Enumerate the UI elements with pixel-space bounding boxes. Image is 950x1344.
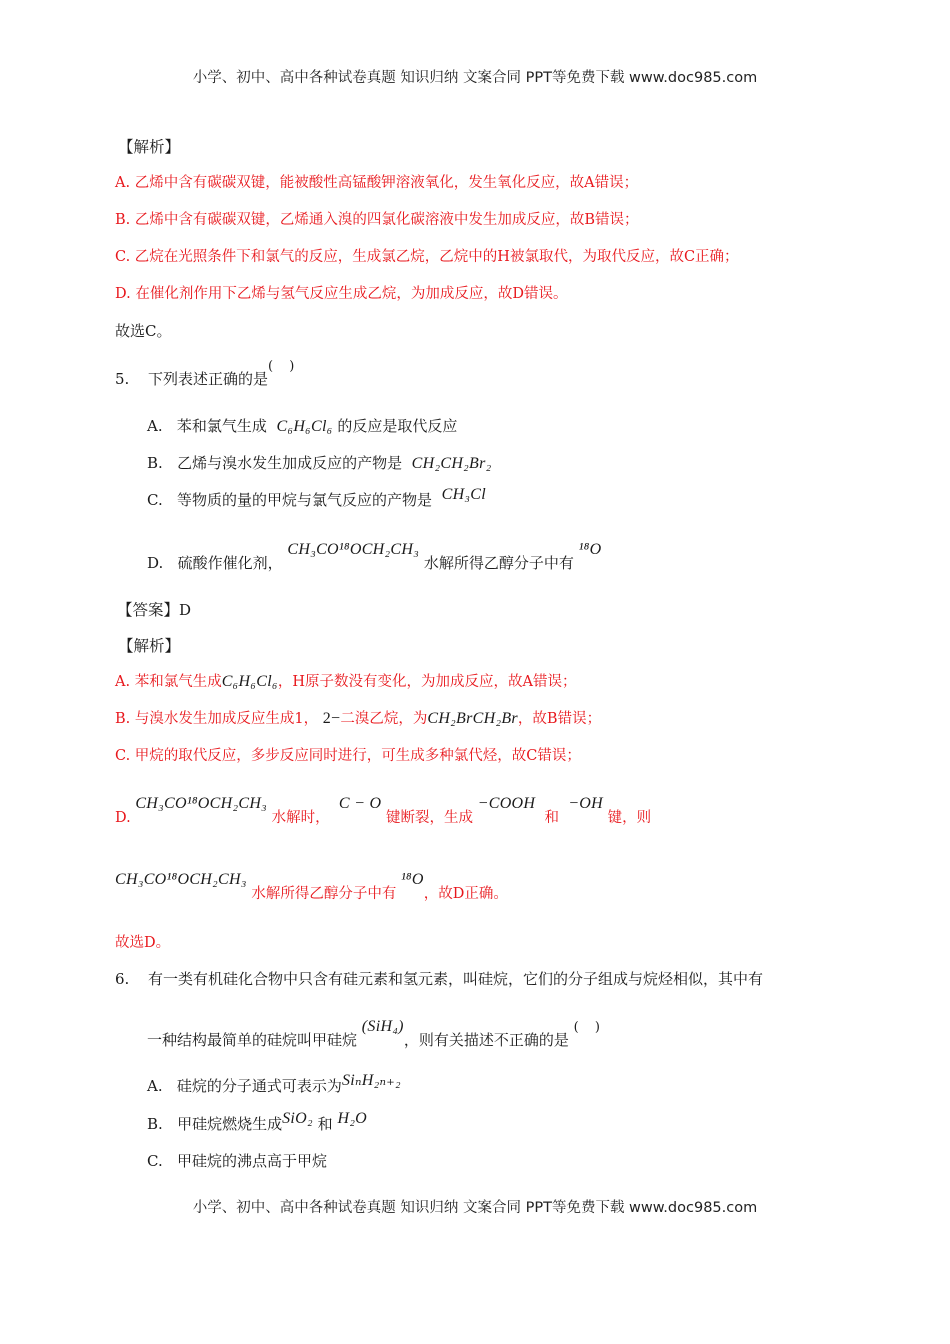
q5-analysis-e-post: ，故D正确。 bbox=[423, 886, 508, 902]
q5-option-c bbox=[147, 486, 486, 511]
q5-option-b-label: B. bbox=[147, 454, 163, 472]
q5-answer-label: 【答案】 bbox=[117, 601, 180, 619]
q5-answer bbox=[117, 600, 191, 620]
q6-option-b bbox=[147, 1110, 368, 1135]
q6-option-c bbox=[147, 1151, 327, 1171]
q6-stem2-formula: (SiH₄) bbox=[361, 1018, 404, 1035]
q5-analysis-d-t3: 和 bbox=[544, 810, 559, 826]
q5-analysis-b-post: ，故B错误； bbox=[517, 711, 602, 727]
q5-option-a-formula: C₆H₆Cl₆ bbox=[276, 418, 333, 435]
q5-option-b-pre: 乙烯与溴水发生加成反应的产物是 bbox=[177, 454, 403, 472]
q4-analysis-label: 【解析】 bbox=[118, 138, 181, 156]
q6-option-a bbox=[147, 1072, 401, 1097]
q6-stem2-post: ，则有关描述不正确的是 bbox=[403, 1031, 569, 1049]
q5-analysis-d-oh: −OH bbox=[568, 795, 604, 812]
page-header: 小学、初中、高中各种试卷真题 知识归纳 文案合同 PPT等免费下载 www.doc985.com bbox=[192, 70, 758, 86]
q5-analysis-b bbox=[115, 709, 601, 729]
q6-stem-line1: 有一类有机硅化合物中只含有硅元素和氢元素，叫硅烷，它们的分子组成与烷烃相似，其中有 bbox=[148, 970, 764, 988]
q5-option-b bbox=[147, 453, 492, 474]
q5-analysis-e bbox=[115, 871, 508, 904]
q5-option-d-pre: 硫酸作催化剂， bbox=[177, 554, 283, 572]
q6-option-c-text: 甲硅烷的沸点高于甲烷 bbox=[177, 1152, 328, 1170]
q5-option-c-formula: CH₃Cl bbox=[441, 486, 486, 503]
q5-analysis-d-t1: 水解时， bbox=[271, 810, 330, 826]
q5-answer-paren: ( ) bbox=[268, 359, 301, 374]
q5-analysis-d-label: D. bbox=[115, 810, 131, 826]
q6-option-b-label: B. bbox=[147, 1115, 163, 1133]
q6-option-b-and: 和 bbox=[317, 1115, 333, 1133]
q6-option-c-label: C. bbox=[147, 1152, 163, 1170]
q5-option-d bbox=[147, 541, 602, 574]
q5-analysis-b-pre: B. 与溴水发生加成反应生成1， bbox=[115, 711, 319, 727]
q5-option-b-formula: CH₂CH₂Br₂ bbox=[411, 455, 492, 472]
q5-stem bbox=[148, 359, 301, 391]
q5-stem-text: 下列表述正确的是 bbox=[148, 370, 269, 388]
q5-option-c-pre: 等物质的量的甲烷与氯气反应的产物是 bbox=[177, 491, 433, 509]
q6-option-a-label: A. bbox=[147, 1077, 163, 1095]
q6-stem2-pre: 一种结构最简单的硅烷叫甲硅烷 bbox=[147, 1031, 358, 1049]
q5-option-a-post: 的反应是取代反应 bbox=[337, 417, 458, 435]
q5-analysis-c: C. 甲烷的取代反应，多步反应同时进行，可生成多种氯代烃，故C错误； bbox=[115, 748, 581, 764]
q5-analysis-d-cooh: −COOH bbox=[477, 795, 536, 812]
q5-conclusion: 故选D。 bbox=[115, 935, 171, 951]
q4-analysis-line-a: A. 乙烯中含有碳碳双键，能被酸性高锰酸钾溶液氧化，发生氧化反应，故A错误； bbox=[115, 175, 639, 191]
q5-analysis-d-t2: 键断裂，生成 bbox=[386, 810, 474, 826]
q5-option-d-label: D. bbox=[147, 554, 164, 572]
q6-option-b-pre: 甲硅烷燃烧生成 bbox=[177, 1115, 283, 1133]
q5-analysis-b-num: 2− bbox=[322, 710, 341, 727]
page-footer: 小学、初中、高中各种试卷真题 知识归纳 文案合同 PPT等免费下载 www.doc985.com bbox=[192, 1200, 758, 1216]
q5-analysis-d-formula: CH₃CO¹⁸OCH₂CH₃ bbox=[135, 795, 268, 812]
q6-option-b-formula-2: H₂O bbox=[337, 1110, 368, 1127]
q5-analysis-e-formula: CH₃CO¹⁸OCH₂CH₃ bbox=[115, 871, 247, 888]
q6-answer-paren: ( ) bbox=[573, 1020, 606, 1035]
q5-option-d-isotope: ¹⁸O bbox=[578, 541, 602, 558]
q6-stem-line2 bbox=[147, 1018, 606, 1052]
q5-number: 5. bbox=[115, 370, 130, 388]
q5-analysis-d-t4: 键，则 bbox=[607, 810, 652, 826]
q5-analysis-label: 【解析】 bbox=[118, 637, 181, 655]
q6-option-a-pre: 硅烷的分子通式可表示为 bbox=[176, 1077, 342, 1095]
q5-analysis-e-isotope: ¹⁸O bbox=[400, 871, 424, 888]
q4-analysis-line-c: C. 乙烷在光照条件下和氯气的反应，生成氯乙烷，乙烷中的H被氯取代，为取代反应，故C正确； bbox=[115, 249, 739, 265]
q5-analysis-d bbox=[115, 795, 652, 828]
q5-analysis-a-pre: A. 苯和氯气生成 bbox=[115, 674, 222, 690]
q6-number: 6. bbox=[115, 970, 130, 988]
q5-analysis-d-bond: C − O bbox=[338, 795, 382, 812]
q6-option-b-formula-1: SiO₂ bbox=[282, 1110, 313, 1127]
q5-analysis-a-formula: C₆H₆Cl₆ bbox=[221, 673, 278, 690]
q5-answer-value: D bbox=[179, 601, 192, 619]
q5-analysis-a-post: ，H原子数没有变化，为加成反应，故A错误； bbox=[277, 674, 577, 690]
q5-option-c-label: C. bbox=[147, 491, 163, 509]
q5-option-d-mid: 水解所得乙醇分子中有 bbox=[423, 554, 574, 572]
q4-analysis-line-b: B. 乙烯中含有碳碳双键，乙烯通入溴的四氯化碳溶液中发生加成反应，故B错误； bbox=[115, 212, 639, 228]
q4-analysis-line-d: D. 在催化剂作用下乙烯与氢气反应生成乙烷，为加成反应，故D错误。 bbox=[115, 286, 568, 302]
q5-analysis-a bbox=[115, 672, 576, 692]
q6-option-a-formula: SiₙH₂ₙ₊₂ bbox=[341, 1072, 401, 1089]
q5-option-a-pre: 苯和氯气生成 bbox=[176, 417, 267, 435]
q5-option-d-formula: CH₃CO¹⁸OCH₂CH₃ bbox=[287, 541, 420, 558]
q5-analysis-b-formula: CH₂BrCH₂Br bbox=[427, 710, 518, 727]
q5-analysis-e-mid: 水解所得乙醇分子中有 bbox=[251, 886, 397, 902]
q5-option-a-label: A. bbox=[147, 417, 163, 435]
q5-option-a bbox=[147, 416, 457, 437]
q5-analysis-b-mid: 二溴乙烷，为 bbox=[340, 711, 428, 727]
q4-conclusion: 故选C。 bbox=[115, 322, 172, 340]
